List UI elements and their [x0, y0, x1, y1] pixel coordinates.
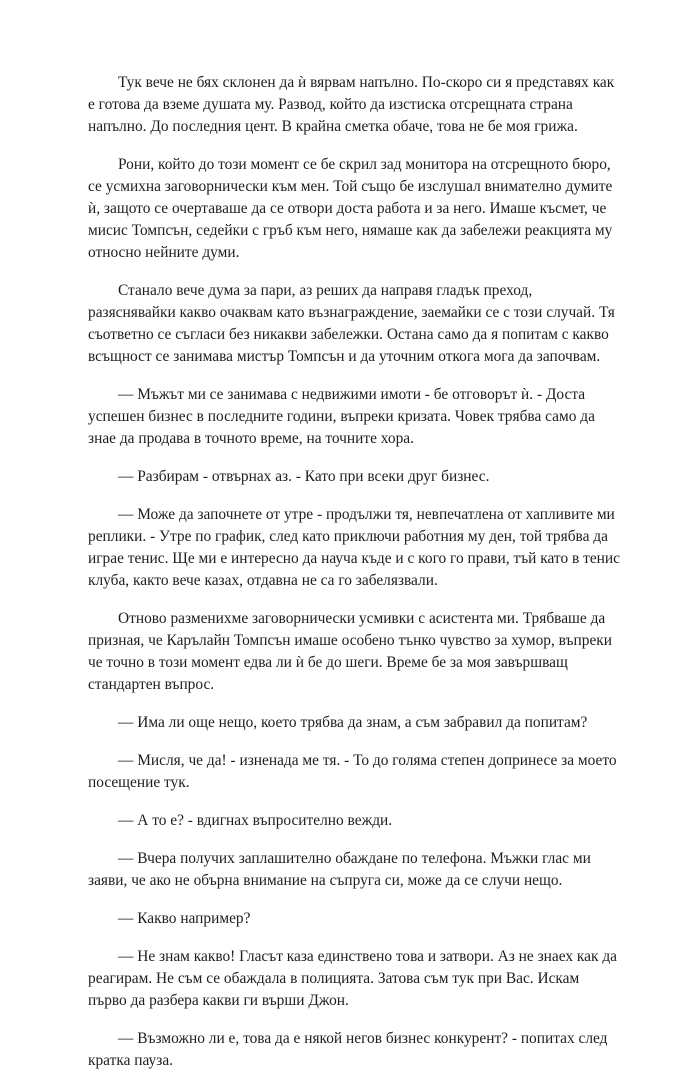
dialogue-line: — Не знам какво! Гласът каза единствено това и затвори. Аз не знаех как да реагирам. Не съм се обаждала в полицията. Затова съм тук при Вас. Искам първо да разбера какви ги върши Джон.: [88, 948, 617, 1009]
dialogue-line: — Мъжът ми се занимава с недвижими имоти - бе отговорът ѝ. - Доста успешен бизнес в последните години, въпреки кризата. Човек трябва само да знае да продава в точното време, на точните хора.: [88, 386, 595, 447]
dialogue-line: — Какво например?: [118, 910, 251, 927]
dialogue-line: — Има ли още нещо, което трябва да знам, а съм забравил да попитам?: [118, 714, 588, 731]
dialogue-line: — Може да започнете от утре - продължи тя, невпечатлена от хапливите ми реплики. - Утре по график, след като приключи работния му ден, той трябва да играе тенис. Ще ми е интересно да науча къде и с кого го прави, тъй като в тенис клуба, както вече казах, отдавна не са го забелязвали.: [88, 506, 620, 589]
dialogue-line: — Мисля, че да! - изненада ме тя. - То до голяма степен допринесе за моето посещение тук.: [88, 752, 617, 791]
document-body: [88, 72, 620, 1088]
dialogue-line: — Разбирам - отвърнах аз. - Като при всеки друг бизнес.: [118, 468, 490, 485]
dialogue-line: — А то е? - вдигнах въпросително вежди.: [118, 812, 393, 829]
paragraph: Тук вече не бях склонен да ѝ вярвам напълно. По-скоро си я представях как е готова да вземе душата му. Развод, който да изстиска отсрещната страна напълно. До последния цент. В крайна сметка обаче, това не бе моя грижа.: [88, 74, 615, 135]
paragraph: Отново разменихме заговорнически усмивки с асистента ми. Трябваше да призная, че Карълайн Томпсън имаше особено тънко чувство за хумор, въпреки че точно в този момент едва ли ѝ бе до шеги. Време бе за моя завършващ стандартен въпрос.: [88, 610, 612, 693]
dialogue-line: — Възможно ли е, това да е някой негов бизнес конкурент? - попитах след кратка пауза.: [88, 1030, 608, 1069]
dialogue-line: — Вчера получих заплашително обаждане по телефона. Мъжки глас ми заяви, че ако не обърна внимание на съпруга си, може да се случи нещо.: [88, 850, 591, 889]
paragraph: Рони, който до този момент се бе скрил зад монитора на отсрещното бюро, се усмихна заговорнически към мен. Той също бе изслушал внимателно думите ѝ, защото се очертаваше да се отвори доста работа и за него. Имаше късмет, че мисис Томпсън, седейки с гръб към него, нямаше как да забележи реакцията му относно нейните думи.: [88, 156, 613, 261]
paragraph: Станало вече дума за пари, аз реших да направя гладък преход, разяснявайки какво очаквам като възнаграждение, заемайки се с този случай. Тя съответно се съгласи без никакви забележки. Остана само да я попитам с какво всъщност се занимава мистър Томпсън и да уточним откога мога да започвам.: [88, 282, 615, 365]
